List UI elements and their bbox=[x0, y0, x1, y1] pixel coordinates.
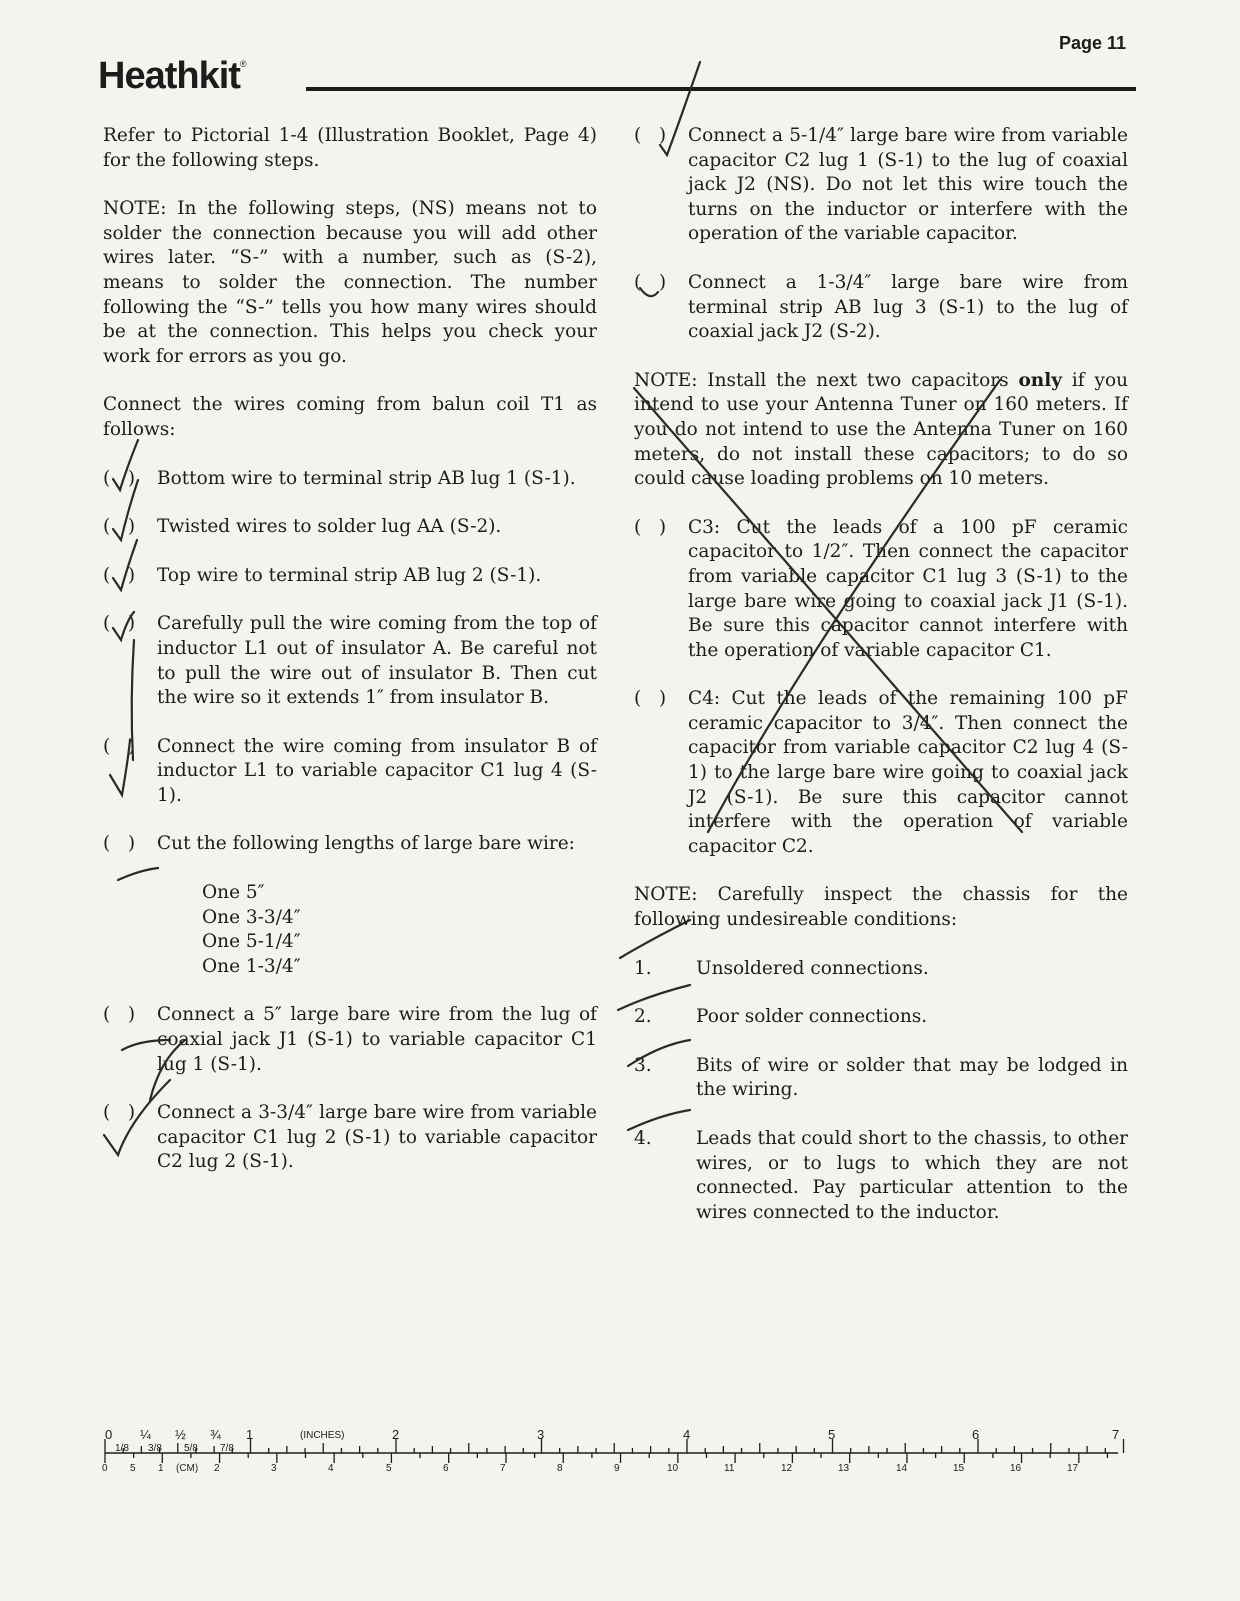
ruler-cm-label: 5 bbox=[130, 1463, 136, 1474]
ruler-cm-label: 5 bbox=[386, 1463, 392, 1474]
condition-item bbox=[634, 1127, 1128, 1225]
step-bottom-wire[interactable] bbox=[103, 467, 597, 492]
step-text: Connect a 5-1/4″ large bare wire from variable capacitor C2 lug 1 (S-1) to the lug of coaxial jack J2 (NS). Do not let this wire touch the turns on the inductor or interfere with the operation of the variable capacitor. bbox=[688, 125, 1128, 245]
capacitor-note bbox=[634, 369, 1128, 492]
ruler-inch-label: 4 bbox=[683, 1427, 691, 1442]
wire-lengths-list bbox=[103, 881, 597, 979]
step-connect-3-3-4in-wire[interactable] bbox=[103, 1101, 597, 1175]
inch-ticks bbox=[105, 1439, 1124, 1453]
ruler-cm-label: 6 bbox=[443, 1463, 449, 1474]
checkbox[interactable]: ( ) bbox=[634, 271, 667, 293]
ruler-cm-label: 11 bbox=[724, 1463, 735, 1474]
step-connect-5in-wire[interactable] bbox=[103, 1003, 597, 1077]
ruler-cm-label: 0 bbox=[102, 1463, 108, 1474]
step-text: C3: Cut the leads of a 100 pF ceramic capacitor to 1/2″. Then connect the capacitor from variable capacitor C1 lug 3 (S-1) to the large bare wire going to coaxial jack J1 (S-1). Be sure this capacitor cannot interfere with the operation of variable capacitor C1. bbox=[688, 516, 1128, 661]
checkbox[interactable]: ( ) bbox=[103, 613, 136, 635]
condition-text: Unsoldered connections. bbox=[696, 957, 929, 979]
length-item: One 1-3/4″ bbox=[202, 955, 301, 977]
step-c3[interactable] bbox=[634, 516, 1128, 664]
step-text: Twisted wires to solder lug AA (S-2). bbox=[157, 516, 502, 538]
ruler-inch-label: 6 bbox=[972, 1427, 980, 1442]
step-text: Cut the following lengths of large bare wire: bbox=[157, 833, 575, 855]
ruler-cm-label: 8 bbox=[557, 1463, 563, 1474]
step-text: Connect the wire coming from insulator B of inductor L1 to variable capacitor C1 lug 4 (S-1). bbox=[157, 735, 597, 806]
brand-logo bbox=[98, 55, 246, 98]
ruler-cm-label: 3 bbox=[271, 1463, 277, 1474]
condition-number: 4. bbox=[634, 1128, 652, 1149]
measurement-ruler bbox=[100, 1425, 1130, 1485]
balun-intro: Connect the wires coming from balun coil T1 as follows: bbox=[103, 394, 597, 440]
brand-name: Heathkit bbox=[98, 55, 240, 97]
ruler-cm-label: 4 bbox=[328, 1463, 334, 1474]
step-top-wire[interactable] bbox=[103, 564, 597, 589]
condition-text: Leads that could short to the chassis, to other wires, or to lugs to which they are not connected. Pay particular attention to the wires connected to the inductor. bbox=[696, 1128, 1128, 1223]
ruler-inch-label: ½ bbox=[175, 1427, 186, 1442]
ruler-cm-label: 13 bbox=[838, 1463, 850, 1474]
right-column bbox=[634, 124, 1128, 1225]
step-connect-insulator-wire[interactable] bbox=[103, 735, 597, 809]
step-cut-lengths[interactable] bbox=[103, 832, 597, 857]
step-text: Connect a 1-3/4″ large bare wire from terminal strip AB lug 3 (S-1) to the lug of coaxial jack J2 (S-2). bbox=[688, 271, 1128, 343]
checkbox[interactable]: ( ) bbox=[103, 833, 136, 855]
condition-number: 1. bbox=[634, 957, 652, 979]
ruler-cm-label: 16 bbox=[1010, 1463, 1022, 1474]
length-item: One 5″ bbox=[202, 882, 265, 904]
checkbox[interactable]: ( ) bbox=[103, 1004, 136, 1026]
step-text: Top wire to terminal strip AB lug 2 (S-1). bbox=[157, 564, 542, 586]
condition-item bbox=[634, 1005, 1128, 1030]
ruler-inch-label: 2 bbox=[392, 1427, 400, 1442]
checkbox[interactable]: ( ) bbox=[634, 516, 667, 538]
ruler-fraction-label: 7/8 bbox=[220, 1443, 234, 1454]
ruler-inch-label: 5 bbox=[828, 1427, 836, 1442]
ruler-inch-unit: (INCHES) bbox=[300, 1430, 345, 1441]
note-text: NOTE: Install the next two capacitors bbox=[634, 369, 1019, 391]
ruler-cm-label: 17 bbox=[1067, 1463, 1079, 1474]
ruler-inch-label: 1 bbox=[246, 1427, 254, 1442]
ruler-fraction-label: 5/8 bbox=[184, 1443, 198, 1454]
step-connect-5-1-4in-wire[interactable] bbox=[634, 124, 1128, 247]
step-pull-wire[interactable] bbox=[103, 612, 597, 710]
condition-number: 3. bbox=[634, 1054, 652, 1076]
ruler-fraction-label: 3/8 bbox=[148, 1443, 162, 1454]
ruler-cm-label: 1 bbox=[158, 1463, 164, 1474]
ns-note: NOTE: In the following steps, (NS) means not to solder the connection because you will add other wires later. “S-” with a number, such as (S-2), means to solder the connection. The number following the “S-” tells you how many wires should be at the connection. This helps you check your work for errors as you go. bbox=[103, 198, 597, 367]
condition-text: Poor solder connections. bbox=[696, 1006, 928, 1028]
checkbox[interactable]: ( ) bbox=[103, 467, 136, 489]
ruler-cm-label: 9 bbox=[614, 1463, 620, 1474]
ruler-inch-label: 3 bbox=[537, 1427, 545, 1442]
ruler-cm-label: 10 bbox=[667, 1463, 679, 1474]
ruler-inch-label: ¾ bbox=[210, 1427, 221, 1442]
step-twisted-wires[interactable] bbox=[103, 515, 597, 540]
length-item: One 3-3/4″ bbox=[202, 906, 301, 928]
ruler-inch-label: 7 bbox=[1112, 1427, 1120, 1442]
condition-number: 2. bbox=[634, 1006, 652, 1028]
step-c4[interactable] bbox=[634, 687, 1128, 859]
left-column bbox=[103, 124, 597, 1175]
step-text: C4: Cut the leads of the remaining 100 pF ceramic capacitor to 3/4″. Then connect the capacitor from variable capacitor C2 lug 4 (S-1) to the large bare wire going to coaxial jack J2 (S-1). Be sure this capacitor cannot interfere with the operation of variable capacitor C2. bbox=[688, 688, 1128, 857]
step-text: Connect a 5″ large bare wire from the lug of coaxial jack J1 (S-1) to variable capacitor C1 lug 1 (S-1). bbox=[157, 1004, 597, 1075]
ruler-cm-unit: (CM) bbox=[176, 1463, 199, 1474]
ruler-cm-label: 7 bbox=[500, 1463, 506, 1474]
ruler-inch-label: ¼ bbox=[140, 1427, 151, 1442]
checkbox[interactable]: ( ) bbox=[634, 125, 667, 146]
page-number: Page 11 bbox=[1058, 33, 1126, 53]
checkbox[interactable]: ( ) bbox=[103, 564, 136, 586]
ruler-cm-label: 12 bbox=[781, 1463, 793, 1474]
note-emphasis: only bbox=[1018, 369, 1063, 391]
checkbox[interactable]: ( ) bbox=[103, 1102, 136, 1124]
length-item: One 5-1/4″ bbox=[202, 931, 301, 953]
inspection-note: NOTE: Carefully inspect the chassis for the following undesireable conditions: bbox=[634, 884, 1128, 931]
ruler-inch-label: 0 bbox=[105, 1427, 113, 1442]
checkbox[interactable]: ( ) bbox=[103, 516, 136, 538]
cm-ticks bbox=[105, 1453, 1107, 1463]
header-rule bbox=[306, 87, 1136, 91]
step-text: Carefully pull the wire coming from the top of inductor L1 out of insulator A. Be careful not to pull the wire out of insulator B. Then cut the wire so it extends 1″ from insulator B. bbox=[157, 613, 597, 709]
condition-item bbox=[634, 1054, 1128, 1103]
ruler-cm-label: 15 bbox=[953, 1463, 965, 1474]
intro-paragraph: Refer to Pictorial 1-4 (Illustration Booklet, Page 4) for the following steps. bbox=[103, 125, 597, 171]
condition-item bbox=[634, 957, 1128, 982]
ruler-fraction-label: 1/8 bbox=[115, 1443, 129, 1454]
checkbox[interactable]: ( ) bbox=[103, 735, 136, 757]
step-connect-1-3-4in-wire[interactable] bbox=[634, 271, 1128, 345]
condition-text: Bits of wire or solder that may be lodged in the wiring. bbox=[696, 1054, 1128, 1101]
step-text: Bottom wire to terminal strip AB lug 1 (S-1). bbox=[157, 467, 576, 489]
ruler-cm-label: 2 bbox=[214, 1463, 220, 1474]
ruler-cm-label: 14 bbox=[896, 1463, 908, 1474]
note-text: if you intend to use your Antenna Tuner on 160 meters. If you do not intend to use the Antenna Tuner on 160 meters, do not install these capacitors; to do so could cause loading problems on 10 meters. bbox=[634, 369, 1129, 490]
checkbox[interactable]: ( ) bbox=[634, 688, 667, 710]
registered-mark: ® bbox=[239, 59, 246, 69]
step-text: Connect a 3-3/4″ large bare wire from variable capacitor C1 lug 2 (S-1) to variable capacitor C2 lug 2 (S-1). bbox=[157, 1102, 597, 1173]
